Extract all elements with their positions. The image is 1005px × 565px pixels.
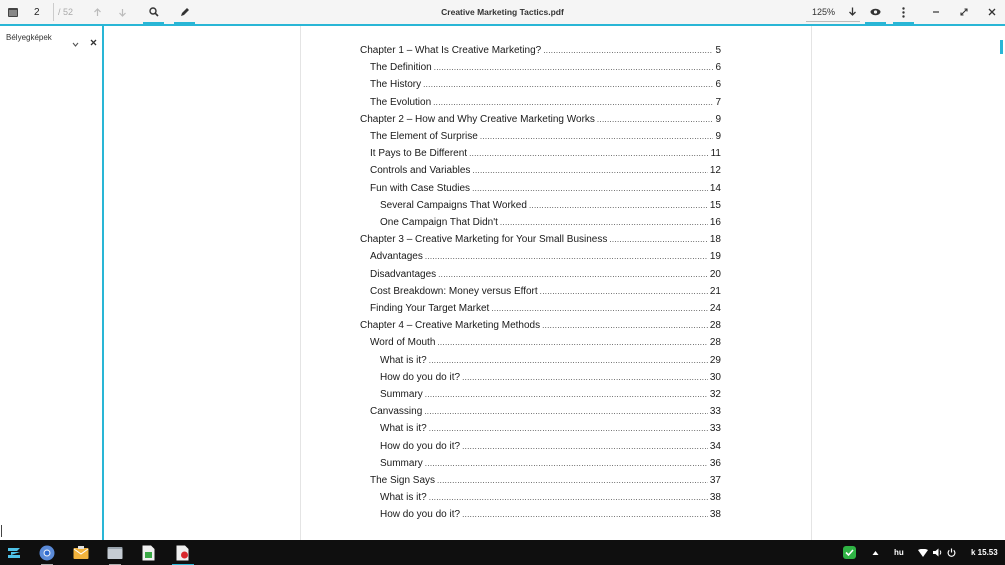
page-total: / 52: [58, 7, 74, 17]
toc-entry-page: 33: [709, 423, 721, 435]
toc-entry[interactable]: [370, 250, 721, 264]
toc-entry-page: 34: [709, 440, 721, 452]
toc-entry-title: Chapter 1 – What Is Creative Marketing?: [360, 45, 542, 56]
toc-leader-dots: [434, 61, 714, 75]
toc-leader-dots: [462, 440, 708, 454]
arrow-down-icon: [118, 8, 127, 17]
toc-entry[interactable]: [360, 113, 721, 127]
toc-entry-title: Chapter 2 – How and Why Creative Marketing Works: [360, 113, 595, 125]
toc-entry-title: How do you do it?: [380, 509, 461, 521]
restore-icon: [960, 8, 968, 16]
toc-entry[interactable]: [360, 44, 721, 58]
toc-entry-title: Disadvantages: [370, 268, 437, 280]
toc-entry[interactable]: [380, 354, 721, 368]
spreadsheet-icon: [142, 545, 155, 561]
toc-entry[interactable]: [370, 61, 721, 75]
previous-page-button[interactable]: [88, 0, 106, 24]
sidebar-toggle-button[interactable]: [2, 0, 24, 24]
toc-entry-title: Chapter 3 – Creative Marketing for Your Small Business: [360, 234, 608, 246]
volume-icon: [933, 548, 943, 557]
toc-entry[interactable]: [380, 216, 721, 230]
toc-leader-dots: [429, 491, 708, 505]
keyboard-layout-label: hu: [894, 548, 904, 557]
toc-entry-page: 14: [709, 182, 721, 194]
toc-entry-page: 36: [709, 457, 721, 469]
toc-entry-page: 38: [709, 492, 721, 504]
toc-entry[interactable]: [380, 199, 721, 213]
sidebar-mode-dropdown[interactable]: [72, 34, 79, 52]
document-title: Creative Marketing Tactics.pdf: [441, 7, 564, 17]
toc-entry-title: What is it?: [380, 354, 427, 366]
network-button[interactable]: [918, 540, 928, 565]
scrollbar-thumb[interactable]: [1000, 40, 1003, 54]
toc-entry[interactable]: [370, 268, 721, 282]
zoom-select[interactable]: [806, 3, 860, 22]
toc-entry[interactable]: [370, 182, 721, 196]
chrome-button[interactable]: [37, 543, 57, 563]
tray-expand-button[interactable]: [872, 540, 879, 565]
toc-entry[interactable]: [360, 319, 721, 333]
toc-entry-title: Advantages: [370, 251, 423, 263]
toc-entry-title: Fun with Case Studies: [370, 182, 471, 194]
toc-entry-title: Cost Breakdown: Money versus Effort: [370, 285, 538, 297]
toc-entry-page: 19: [709, 251, 721, 263]
toc-entry[interactable]: [370, 147, 721, 161]
more-vertical-icon: [902, 7, 905, 18]
arrow-up-icon: [93, 8, 102, 17]
more-menu-button[interactable]: [891, 0, 916, 24]
toc-entry-title: Controls and Variables: [370, 165, 471, 177]
toc-entry-page: 37: [709, 475, 721, 486]
toc-leader-dots: [540, 285, 708, 299]
toc-leader-dots: [469, 147, 709, 161]
pdf-page: [300, 26, 812, 540]
toc-leader-dots: [543, 44, 713, 58]
toc-entry-title: How do you do it?: [380, 440, 461, 452]
restore-button[interactable]: [955, 0, 973, 24]
toc-entry-title: Chapter 4 – Creative Marketing Methods: [360, 320, 541, 332]
toc-entry-title: What is it?: [380, 423, 427, 435]
toc-entry-title: Several Campaigns That Worked: [380, 199, 527, 211]
power-icon: [947, 548, 956, 557]
toc-entry[interactable]: [370, 96, 721, 110]
toc-leader-dots: [423, 78, 713, 92]
toc-leader-dots: [425, 250, 708, 264]
spreadsheet-button[interactable]: [138, 543, 158, 563]
toc-entry-title: Finding Your Target Market: [370, 303, 490, 314]
toc-entry-page: 28: [709, 320, 721, 332]
toc-entry-page: 15: [709, 199, 721, 211]
close-icon: [988, 8, 996, 16]
pencil-icon: [180, 7, 190, 17]
mail-button[interactable]: [71, 543, 91, 563]
sidebar-close-button[interactable]: [90, 33, 97, 51]
toc-entry-page: 6: [715, 79, 721, 91]
pdf-viewer-icon: [176, 545, 189, 561]
view-options-button[interactable]: [863, 0, 888, 24]
toc-leader-dots: [500, 216, 708, 230]
clock-label: k 15.53: [971, 548, 998, 557]
toc-entry-page: 33: [709, 406, 721, 418]
sidebar-toggle-icon: [8, 8, 18, 17]
toc-entry[interactable]: [370, 302, 721, 316]
toc-entry-page: 20: [709, 268, 721, 280]
text-caret: [1, 525, 2, 537]
toc-entry-page: 30: [709, 371, 721, 383]
toc-entry[interactable]: [380, 440, 721, 454]
zoom-value: 125%: [812, 7, 836, 17]
toc-leader-dots: [491, 302, 708, 316]
toc-entry-title: Summary: [380, 457, 423, 469]
toc-entry-title: The Sign Says: [370, 475, 436, 486]
zorin-menu-icon: [6, 546, 22, 560]
toc-leader-dots: [597, 113, 714, 127]
toc-entry[interactable]: [370, 130, 721, 144]
files-icon: [107, 546, 123, 560]
toc-entry[interactable]: [380, 491, 721, 505]
check-shield-icon: [843, 546, 856, 559]
download-icon: [848, 7, 857, 17]
toc-entry-title: The History: [370, 79, 422, 91]
keyboard-layout[interactable]: [894, 540, 904, 565]
minimize-icon: [932, 8, 940, 16]
next-page-button[interactable]: [113, 0, 131, 24]
toc-leader-dots: [462, 371, 708, 385]
toc-entry[interactable]: [370, 336, 721, 350]
toc-entry[interactable]: [370, 474, 721, 488]
toc-entry-page: 21: [709, 285, 721, 297]
search-button[interactable]: [141, 0, 166, 24]
mail-icon: [73, 546, 89, 560]
toc-leader-dots: [429, 422, 708, 436]
zorin-menu-button[interactable]: [4, 543, 24, 563]
toc-entry-page: 18: [709, 234, 721, 246]
toc-entry[interactable]: [380, 422, 721, 436]
toc-leader-dots: [425, 388, 708, 402]
power-button[interactable]: [947, 540, 956, 565]
toc-entry-title: The Evolution: [370, 96, 432, 108]
minimize-button[interactable]: [927, 0, 945, 24]
toc-entry-title: It Pays to Be Different: [370, 148, 468, 160]
toc-entry-page: 11: [710, 148, 721, 160]
toc-entry-page: 5: [715, 45, 721, 56]
toc-leader-dots: [437, 336, 707, 350]
toc-entry-page: 7: [715, 96, 721, 108]
update-status-button[interactable]: [843, 540, 856, 565]
toc-entry-page: 12: [709, 165, 721, 177]
annotate-button[interactable]: [172, 0, 197, 24]
toc-leader-dots: [472, 182, 708, 196]
toc-entry[interactable]: [370, 78, 721, 92]
toolbar: [0, 0, 1005, 26]
close-icon: [90, 39, 97, 46]
pdf-viewer-button[interactable]: [172, 543, 192, 563]
toc-leader-dots: [425, 457, 708, 471]
thumbnail-sidebar: [0, 26, 104, 540]
toc-leader-dots: [433, 96, 713, 110]
toc-entry-page: 9: [715, 113, 721, 125]
toc-entry-page: 32: [709, 389, 721, 400]
toc-entry[interactable]: [380, 371, 721, 385]
toc-entry[interactable]: [370, 405, 721, 419]
toc-leader-dots: [609, 233, 708, 247]
toc-leader-dots: [480, 130, 714, 144]
search-icon: [149, 7, 159, 17]
close-button[interactable]: [983, 0, 1001, 24]
toc-entry-page: 16: [709, 217, 721, 228]
toc-entry-title: Summary: [380, 389, 423, 400]
toc-entry-title: The Element of Surprise: [370, 131, 478, 142]
clock[interactable]: [971, 540, 998, 565]
toc-leader-dots: [472, 164, 707, 178]
toc-entry[interactable]: [380, 388, 721, 402]
toc-entry[interactable]: [370, 285, 721, 299]
toc-entry-title: Canvassing: [370, 406, 423, 418]
toc-entry-page: 6: [715, 62, 721, 74]
eye-icon: [870, 8, 881, 16]
wifi-icon: [918, 549, 928, 557]
toc-entry-title: Word of Mouth: [370, 337, 436, 349]
toc-entry-title: One Campaign That Didn't: [380, 217, 498, 228]
toc-entry-page: 9: [715, 131, 721, 142]
toc-entry-title: The Definition: [370, 62, 432, 74]
toc-entry-page: 29: [709, 354, 721, 366]
toc-leader-dots: [462, 508, 708, 522]
toc-entry-page: 28: [709, 337, 721, 349]
toc-entry-title: What is it?: [380, 492, 427, 504]
toc-leader-dots: [529, 199, 708, 213]
toc-leader-dots: [429, 354, 708, 368]
toc-leader-dots: [437, 474, 708, 488]
toc-leader-dots: [424, 405, 708, 419]
toc-entry[interactable]: [360, 233, 721, 247]
sidebar-title: Bélyegképek: [6, 33, 52, 42]
toc-entry-page: 38: [709, 509, 721, 521]
toc-entry-title: How do you do it?: [380, 371, 461, 383]
chrome-icon: [39, 545, 55, 561]
chevron-up-icon: [872, 550, 879, 556]
toc-leader-dots: [542, 319, 708, 333]
toc-leader-dots: [438, 268, 708, 282]
chevron-down-icon: [72, 42, 79, 47]
toc-entry[interactable]: [380, 457, 721, 471]
page-number-input[interactable]: [28, 3, 54, 21]
taskbar: [0, 540, 1005, 565]
toc-entry[interactable]: [370, 164, 721, 178]
files-button[interactable]: [105, 543, 125, 563]
toc-entry[interactable]: [380, 508, 721, 522]
document-viewport[interactable]: [104, 26, 1005, 540]
toc-entry-page: 24: [709, 303, 721, 314]
volume-button[interactable]: [933, 540, 943, 565]
